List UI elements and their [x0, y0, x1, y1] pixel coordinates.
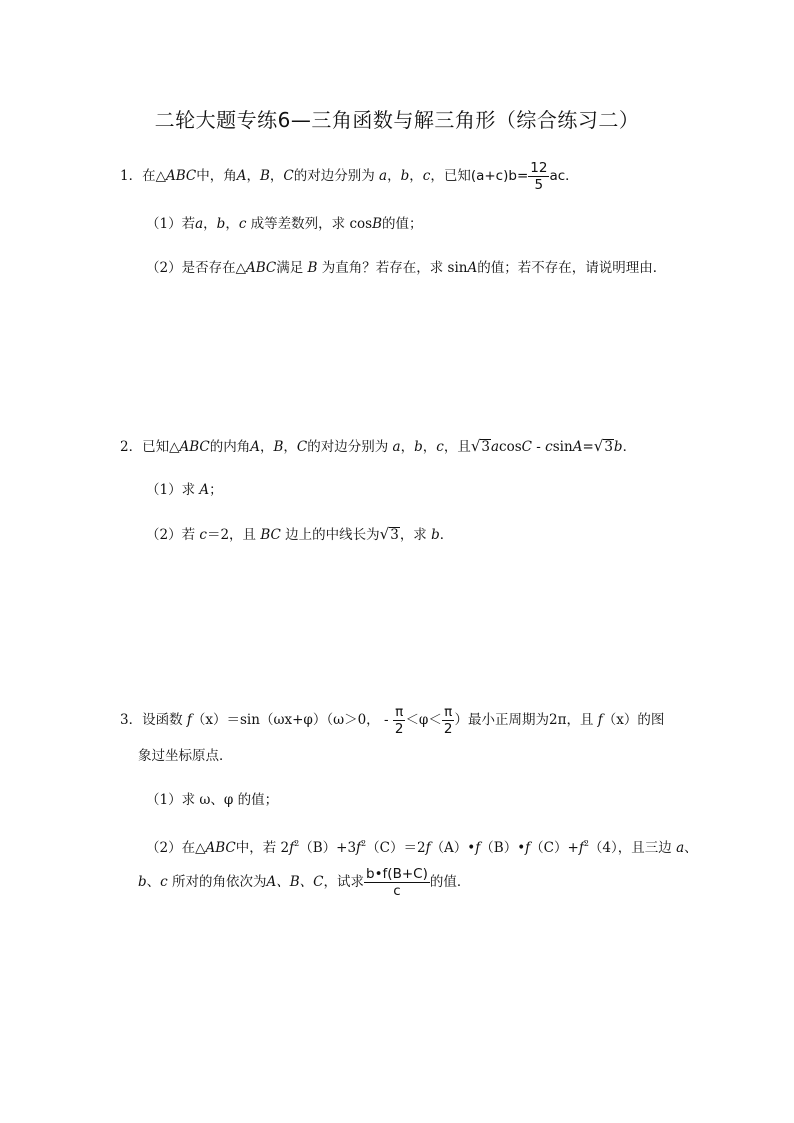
question-3-part-2-line-2: b、c 所对的角依次为A、B、C，试求 $\frac{b•f(B+C)}{c}$ 的值．	[138, 866, 471, 899]
page-title: 二轮大题专练6—三角函数与解三角形（综合练习二）	[154, 108, 640, 132]
fraction: $\frac{\pi}{2}$	[443, 704, 453, 737]
sqrt-symbol: √3	[593, 437, 613, 455]
question-3-part-2-line-1: （2）在△ABC中，若 $2f^2(B)+3f^2(C)=2f(A)•f(B)•f(C)+f^2(4)$，且三边 a、	[146, 839, 698, 856]
sqrt-symbol: √3	[379, 525, 399, 543]
question-3-part-1: （1）求 ω、φ 的值；	[146, 792, 279, 808]
question-3-stem-line-1: 3．设函数 f（x）＝sin（ωx+φ）（ω＞0， - $\frac{\pi}{2}$ ＜φ＜ $\frac{\pi}{2}$ ）最小正周期为2π，且 f（x）的图	[120, 704, 665, 737]
fraction: $\frac{b•f(B+C)}{c}$	[366, 866, 428, 899]
fraction: $\frac{\pi}{2}$	[394, 704, 404, 737]
question-1-part-2: （2）是否存在△ABC满足 B 为直角？若存在，求 sinA的值；若不存在，请说明理由．	[146, 260, 667, 276]
question-2-stem: 2．已知△ABC的内角A，B，C的对边分别为 a，b，c，且√3acosC - csinA=√3b．	[120, 437, 637, 455]
question-2-part-2: （2）若 c＝2，且 BC 边上的中线长为√3，求 b．	[146, 525, 454, 543]
question-2-part-1: （1）求 A；	[146, 482, 223, 498]
fraction: $\frac{12}{5}$	[530, 160, 548, 193]
question-3-stem-line-2: 象过坐标原点．	[138, 748, 233, 764]
question-1-part-1: （1）若a，b，c 成等差数列，求 cosB的值；	[146, 216, 423, 232]
question-1-stem: 1．在△ABC中，角A，B，C的对边分别为 a，b，c，已知(a+c)b= $\frac{12}{5}$ ac．	[120, 160, 579, 193]
sqrt-symbol: √3	[470, 437, 490, 455]
